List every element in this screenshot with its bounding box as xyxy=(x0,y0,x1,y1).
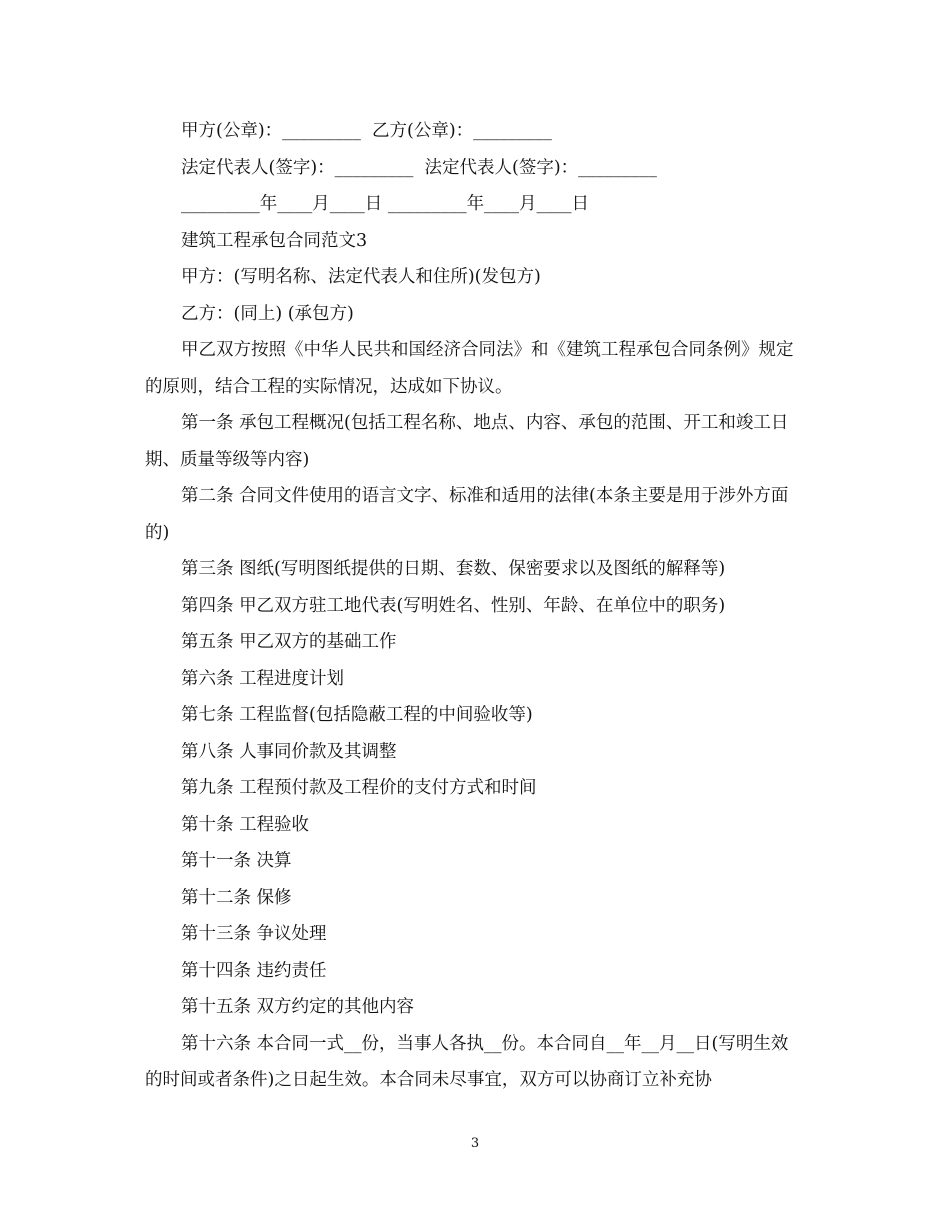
article-2: 第二条 合同文件使用的语言文字、标准和适用的法律(本条主要是用于涉外方面的) xyxy=(145,486,789,543)
article-4: 第四条 甲乙双方驻工地代表(写明姓名、性别、年龄、在单位中的职务) xyxy=(181,595,726,616)
section-title: 建筑工程承包合同范文3 xyxy=(181,230,368,251)
article-5: 第五条 甲乙双方的基础工作 xyxy=(181,632,397,652)
article-13: 第十三条 争议处理 xyxy=(181,924,327,944)
article-7: 第七条 工程监督(包括隐蔽工程的中间验收等) xyxy=(181,705,533,725)
article-11: 第十一条 决算 xyxy=(181,851,292,871)
party-b-line: 乙方：(同上) (承包方) xyxy=(181,303,354,324)
article-12: 第十二条 保修 xyxy=(181,887,292,908)
page-number: 3 xyxy=(470,1136,480,1151)
article-3: 第三条 图纸(写明图纸提供的日期、套数、保密要求以及图纸的解释等) xyxy=(181,559,726,579)
signature-line-date: _________年____月____日 _________年____月____日 xyxy=(181,194,590,214)
article-6: 第六条 工程进度计划 xyxy=(181,668,345,689)
article-14: 第十四条 违约责任 xyxy=(181,960,327,981)
party-a-line: 甲方：(写明名称、法定代表人和住所)(发包方) xyxy=(181,267,541,287)
article-16: 第十六条 本合同一式__份，当事人各执__份。本合同自__年__月__日(写明生效的时间或者条件)之日起生效。本合同未尽事宜，双方可以协商订立补充协 xyxy=(145,1033,789,1090)
signature-line-representative: 法定代表人(签字)：_________ 法定代表人(签字)：_________ xyxy=(181,157,657,178)
article-9: 第九条 工程预付款及工程价的支付方式和时间 xyxy=(181,778,537,798)
preamble-paragraph: 甲乙双方按照《中华人民共和国经济合同法》和《建筑工程承包合同条例》规定的原则，结合工程的实际情况，达成如下协议。 xyxy=(145,340,794,397)
article-15: 第十五条 双方约定的其他内容 xyxy=(181,997,415,1017)
article-8: 第八条 人事同价款及其调整 xyxy=(181,741,397,762)
article-1: 第一条 承包工程概况(包括工程名称、地点、内容、承包的范围、开工和竣工日期、质量等级等内容) xyxy=(145,413,789,470)
document-body xyxy=(145,113,805,1099)
article-10: 第十条 工程验收 xyxy=(181,814,310,835)
signature-line-seal: 甲方(公章)：_________ 乙方(公章)：_________ xyxy=(181,121,552,141)
